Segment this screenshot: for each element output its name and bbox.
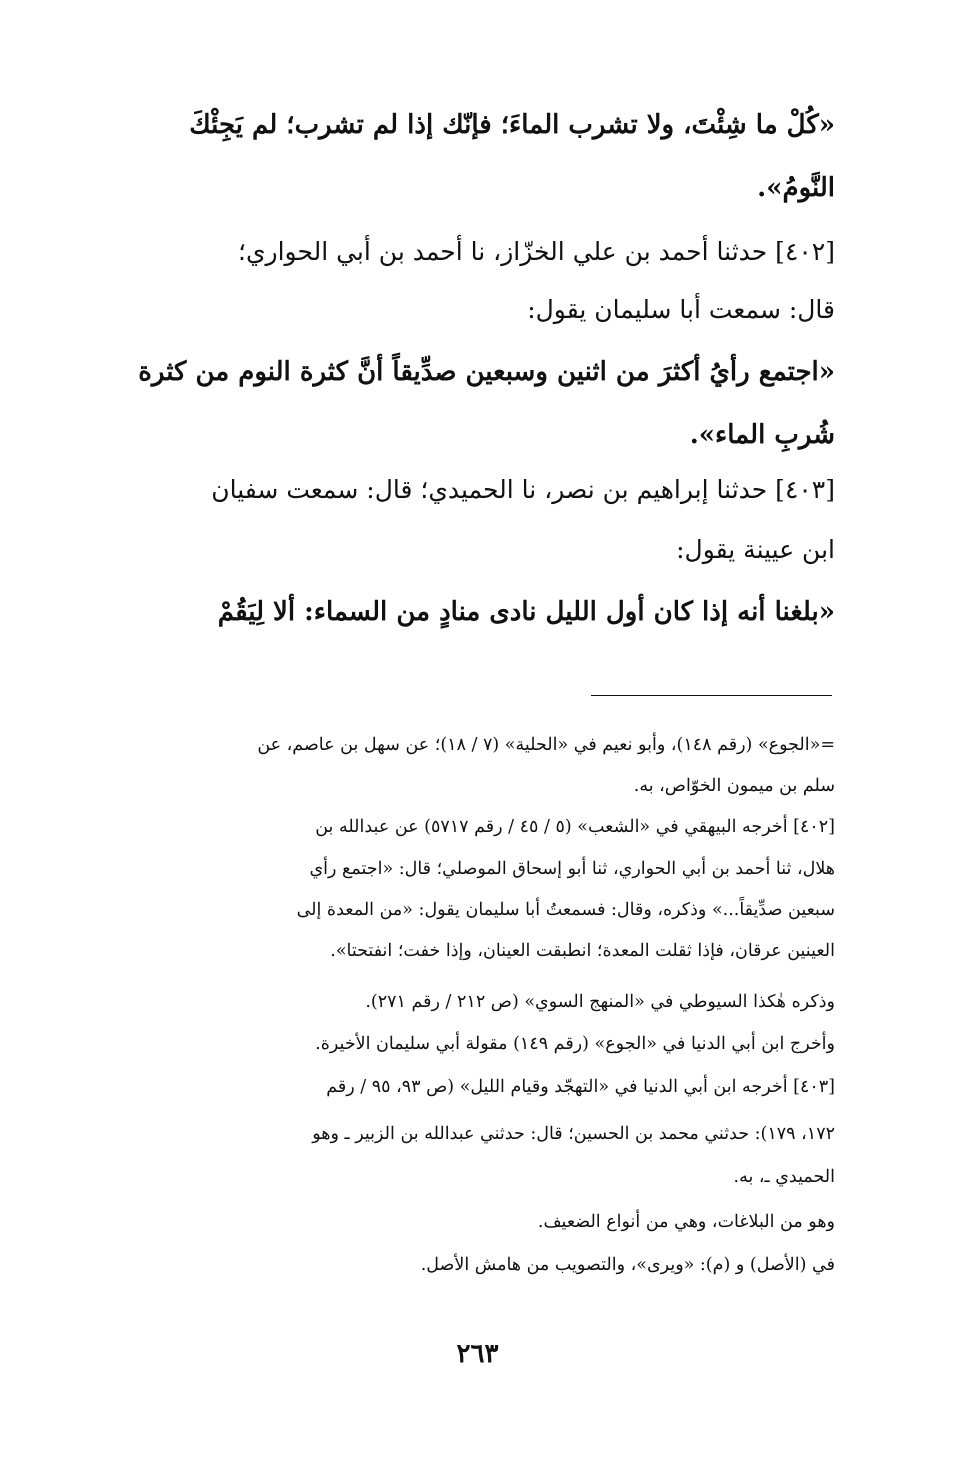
footnote-line: [٤٠٢] أخرجه البيهقي في «الشعب» (٥ / ٤٥ / رقم ٥٧١٧) عن عبدالله بن — [315, 817, 835, 837]
quote-403-line-1: «بلغنا أنه إذا كان أول الليل نادى منادٍ من السماء: ألا لِيَقُمْ — [217, 597, 835, 627]
footnote-line: في (الأصل) و (م): «ويرى»، والتصويب من هامش الأصل. — [420, 1255, 835, 1275]
hadith-402-line-2: قال: سمعت أبا سليمان يقول: — [527, 295, 835, 324]
quote-line-2: النَّومُ». — [757, 173, 835, 203]
quote-line-1: «كُلْ ما شِئْتَ، ولا تشرب الماءَ؛ فإنّك إذا لم تشرب؛ لم يَجِئْكَ — [189, 110, 835, 140]
footnote-line: العينين عرقان، فإذا ثقلت المعدة؛ انطبقت العينان، وإذا خفت؛ انفتحتا». — [330, 941, 835, 961]
footnote-line: سلم بن ميمون الخوّاص، به. — [633, 776, 835, 796]
footnote-line: وهو من البلاغات، وهي من أنواع الضعيف. — [537, 1212, 835, 1232]
hadith-402-line-1: [٤٠٢] حدثنا أحمد بن علي الخزّاز، نا أحمد بن أبي الحواري؛ — [238, 237, 835, 266]
quote-402-line-2: شُربِ الماء». — [689, 420, 835, 450]
footnote-line: [٤٠٣] أخرجه ابن أبي الدنيا في «التهجّد وقيام الليل» (ص ٩٣، ٩٥ / رقم — [326, 1077, 835, 1097]
footnote-line: هلال، ثنا أحمد بن أبي الحواري، ثنا أبو إسحاق الموصلي؛ قال: «اجتمع رأي — [309, 859, 835, 879]
quote-402-line-1: «اجتمع رأيُ أكثرَ من اثنين وسبعين صدِّيقاً أنَّ كثرة النوم من كثرة — [138, 357, 835, 387]
footnote-separator — [591, 695, 832, 696]
footnote-line: =«الجوع» (رقم ١٤٨)، وأبو نعيم في «الحلية» (٧ / ١٨)؛ عن سهل بن عاصم، عن — [257, 735, 835, 755]
footnote-line: ١٧٢، ١٧٩): حدثني محمد بن الحسين؛ قال: حدثني عبدالله بن الزبير ـ وهو — [312, 1124, 835, 1144]
footnote-line: سبعين صدِّيقاً...» وذكره، وقال: فسمعتُ أبا سليمان يقول: «من المعدة إلى — [296, 900, 835, 920]
hadith-403-line-2: ابن عيينة يقول: — [676, 535, 835, 564]
footnote-line: الحميدي ـ، به. — [733, 1167, 835, 1187]
page-number: ٢٦٣ — [456, 1339, 499, 1369]
footnote-line: وذكره هٰكذا السيوطي في «المنهج السوي» (ص ٢١٢ / رقم ٢٧١). — [365, 992, 835, 1012]
hadith-403-line-1: [٤٠٣] حدثنا إبراهيم بن نصر، نا الحميدي؛ قال: سمعت سفيان — [211, 475, 835, 504]
footnote-line: وأخرج ابن أبي الدنيا في «الجوع» (رقم ١٤٩) مقولة أبي سليمان الأخيرة. — [315, 1034, 835, 1054]
